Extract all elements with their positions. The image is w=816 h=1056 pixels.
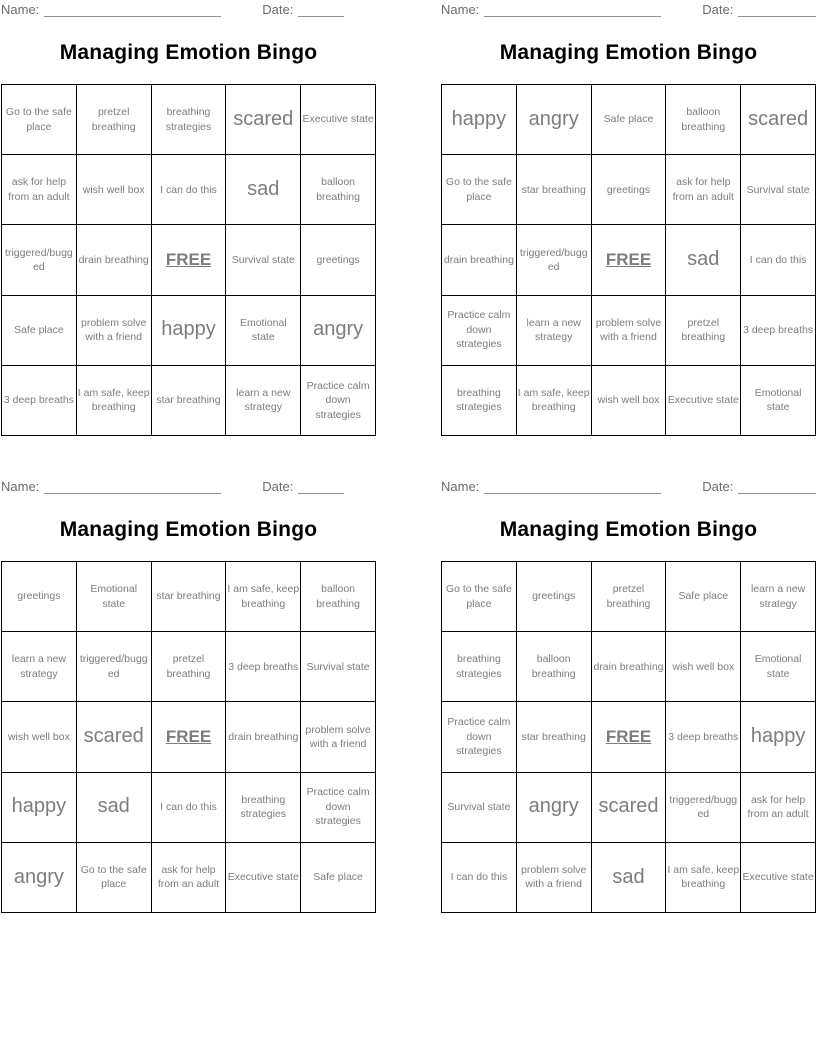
cell-text: greetings	[17, 590, 61, 603]
cell-text: pretzel breathing	[166, 653, 211, 680]
name-blank-line	[44, 482, 221, 494]
cell-text: drain breathing	[443, 253, 514, 266]
bingo-cell	[592, 155, 667, 225]
bingo-cell	[442, 632, 517, 702]
bingo-cell	[442, 85, 517, 155]
bingo-cell	[77, 702, 152, 772]
bingo-card-bottom-left	[1, 477, 376, 913]
cell-text: Survival state	[447, 800, 511, 813]
bingo-cell	[152, 843, 227, 913]
date-label: Date:	[702, 479, 734, 494]
cell-text: drain breathing	[593, 660, 664, 673]
cell-text: ask for help from an adult	[8, 176, 70, 203]
cell-text: wish well box	[597, 394, 660, 407]
cell-text: greetings	[316, 253, 360, 266]
cell-text: angry	[528, 107, 579, 130]
cell-text: Executive state	[667, 394, 739, 407]
bingo-cell	[442, 562, 517, 632]
date-label: Date:	[262, 2, 294, 17]
cell-text: FREE	[605, 250, 652, 270]
cell-text: problem solve with a friend	[521, 863, 587, 891]
bingo-cell	[442, 296, 517, 366]
cell-text: drain breathing	[228, 730, 299, 743]
cell-text: triggered/bugged	[79, 653, 148, 680]
bingo-cell	[517, 562, 592, 632]
bingo-cell	[2, 85, 77, 155]
bingo-cell	[592, 85, 667, 155]
bingo-cell	[666, 773, 741, 843]
bingo-cell	[666, 632, 741, 702]
cell-text: Go to the safe place	[445, 176, 512, 203]
free-space-cell	[592, 702, 667, 772]
cell-text: Survival state	[306, 660, 370, 673]
bingo-cell	[152, 155, 227, 225]
bingo-cell	[741, 296, 816, 366]
cell-text: ask for help from an adult	[672, 176, 734, 203]
bingo-card-bottom-right	[441, 477, 816, 913]
cell-text: star breathing	[521, 730, 586, 743]
bingo-cell	[517, 85, 592, 155]
card-title: Managing Emotion Bingo	[59, 518, 318, 541]
bingo-cell	[517, 225, 592, 295]
cell-text: learn a new strategy	[236, 386, 291, 414]
bingo-cell	[301, 702, 376, 772]
bingo-cell	[517, 155, 592, 225]
bingo-cell	[301, 632, 376, 702]
cell-text: 3 deep breaths	[743, 323, 814, 336]
cell-text: angry	[313, 318, 364, 341]
cell-text: sad	[612, 865, 645, 888]
bingo-card-top-right	[441, 0, 816, 436]
cell-text: wish well box	[7, 730, 70, 743]
cell-text: Go to the safe place	[5, 106, 72, 133]
cell-text: I am safe, keep breathing	[517, 386, 590, 414]
bingo-cell	[741, 85, 816, 155]
cell-text: Practice calm down strategies	[447, 716, 511, 758]
name-label: Name:	[441, 479, 480, 494]
cell-text: Practice calm down strategies	[306, 786, 370, 828]
bingo-cell	[301, 296, 376, 366]
bingo-cell	[592, 296, 667, 366]
bingo-cell	[666, 366, 741, 436]
bingo-cell	[741, 843, 816, 913]
cell-text: scared	[233, 107, 294, 130]
cell-text: Safe place	[14, 323, 64, 336]
bingo-cell	[592, 562, 667, 632]
cell-text: FREE	[165, 250, 212, 270]
bingo-cell	[301, 562, 376, 632]
bingo-cell	[2, 155, 77, 225]
cell-text: breathing strategies	[456, 386, 502, 414]
bingo-cell	[592, 773, 667, 843]
cell-text: triggered/bugged	[669, 793, 738, 821]
date-blank-line	[738, 482, 816, 494]
bingo-cell	[666, 85, 741, 155]
cell-text: Executive state	[227, 871, 299, 884]
cell-text: sad	[687, 248, 720, 271]
free-space-cell	[152, 225, 227, 295]
name-blank-line	[484, 482, 661, 494]
bingo-grid-top-left	[1, 84, 376, 436]
cell-text: happy	[750, 725, 806, 748]
bingo-cell	[226, 843, 301, 913]
cell-text: wish well box	[672, 660, 735, 673]
name-label: Name:	[441, 2, 480, 17]
name-label: Name:	[1, 479, 40, 494]
bingo-grid-bottom-right	[441, 561, 816, 913]
bingo-cell	[77, 225, 152, 295]
bingo-cell	[152, 632, 227, 702]
bingo-cell	[152, 85, 227, 155]
bingo-cell	[2, 225, 77, 295]
bingo-cell	[301, 85, 376, 155]
cell-text: Emotional state	[90, 583, 138, 610]
cell-text: balloon breathing	[681, 106, 726, 133]
bingo-grid-bottom-left	[1, 561, 376, 913]
cell-text: I am safe, keep breathing	[667, 863, 740, 891]
name-date-row	[441, 479, 816, 494]
bingo-cell	[442, 843, 517, 913]
cell-text: breathing strategies	[165, 106, 212, 133]
cell-text: star breathing	[521, 183, 586, 196]
cell-text: ask for help from an adult	[747, 793, 809, 821]
cell-text: Emotional state	[239, 316, 287, 344]
bingo-cell	[301, 155, 376, 225]
bingo-cell	[2, 296, 77, 366]
bingo-grid-top-right	[441, 84, 816, 436]
date-label: Date:	[262, 479, 294, 494]
bingo-cell	[77, 296, 152, 366]
bingo-cell	[2, 632, 77, 702]
cell-text: I can do this	[160, 800, 217, 813]
bingo-cell	[226, 225, 301, 295]
bingo-cell	[152, 773, 227, 843]
bingo-cell	[442, 773, 517, 843]
name-date-row	[1, 2, 344, 17]
cell-text: problem solve with a friend	[305, 723, 371, 750]
name-blank-line	[44, 5, 221, 17]
bingo-cell	[666, 702, 741, 772]
bingo-cell	[741, 632, 816, 702]
cell-text: pretzel breathing	[91, 106, 136, 133]
cell-text: I am safe, keep breathing	[227, 583, 300, 610]
cell-text: wish well box	[82, 183, 145, 196]
cell-text: problem solve with a friend	[81, 316, 147, 344]
bingo-cell	[741, 225, 816, 295]
cell-text: Practice calm down strategies	[447, 309, 511, 351]
cell-text: I can do this	[450, 871, 508, 884]
cell-text: problem solve with a friend	[595, 316, 662, 344]
bingo-card-top-left	[1, 0, 376, 436]
cell-text: learn a new strategy	[526, 316, 581, 344]
cell-text: sad	[247, 177, 280, 200]
date-blank-line	[738, 5, 816, 17]
bingo-cell	[152, 296, 227, 366]
cell-text: drain breathing	[78, 253, 149, 266]
cell-text: I can do this	[160, 183, 217, 196]
cell-text: happy	[11, 795, 67, 818]
cell-text: Go to the safe place	[445, 583, 512, 610]
bingo-cell	[666, 155, 741, 225]
cell-text: Practice calm down strategies	[306, 379, 370, 421]
cell-text: learn a new strategy	[750, 583, 806, 610]
bingo-cell	[226, 562, 301, 632]
cell-text: balloon breathing	[316, 583, 360, 610]
bingo-cell	[2, 773, 77, 843]
bingo-cell	[666, 225, 741, 295]
cell-text: triggered/bugged	[5, 246, 73, 273]
date-blank-line	[298, 482, 344, 494]
cell-text: FREE	[605, 727, 652, 747]
cell-text: triggered/bugged	[519, 246, 588, 273]
bingo-cell	[517, 773, 592, 843]
bingo-cell	[442, 225, 517, 295]
cell-text: Executive state	[302, 113, 374, 126]
cell-text: Survival state	[746, 183, 810, 196]
bingo-cell	[2, 843, 77, 913]
bingo-cell	[226, 296, 301, 366]
cell-text: greetings	[606, 183, 651, 196]
bingo-cell	[741, 155, 816, 225]
cell-text: I am safe, keep breathing	[77, 386, 150, 414]
name-date-row	[1, 479, 344, 494]
cell-text: pretzel breathing	[606, 583, 651, 610]
bingo-cell	[592, 843, 667, 913]
bingo-cell	[442, 366, 517, 436]
cell-text: 3 deep breaths	[668, 730, 739, 743]
bingo-cell	[226, 702, 301, 772]
cell-text: breathing strategies	[240, 793, 287, 821]
cell-text: greetings	[532, 590, 576, 603]
name-blank-line	[484, 5, 661, 17]
cell-text: angry	[13, 865, 64, 888]
bingo-cell	[666, 562, 741, 632]
bingo-cell	[77, 85, 152, 155]
cell-text: star breathing	[156, 394, 221, 407]
cell-text: Executive state	[742, 871, 814, 884]
bingo-cell	[442, 155, 517, 225]
cell-text: star breathing	[156, 590, 221, 603]
bingo-cell	[517, 366, 592, 436]
bingo-cell	[741, 773, 816, 843]
date-blank-line	[298, 5, 344, 17]
bingo-cell	[226, 366, 301, 436]
free-space-cell	[152, 702, 227, 772]
name-label: Name:	[1, 2, 40, 17]
cell-text: scared	[83, 725, 144, 748]
cell-text: Emotional state	[754, 653, 802, 680]
cell-text: ask for help from an adult	[157, 863, 220, 891]
bingo-cell	[2, 366, 77, 436]
cell-text: learn a new strategy	[11, 653, 67, 680]
cell-text: angry	[528, 795, 579, 818]
bingo-cell	[77, 562, 152, 632]
bingo-cell	[741, 562, 816, 632]
bingo-cell	[741, 702, 816, 772]
bingo-cell	[301, 773, 376, 843]
bingo-cell	[517, 632, 592, 702]
cell-text: Survival state	[231, 253, 295, 266]
bingo-cell	[741, 366, 816, 436]
bingo-cell	[301, 366, 376, 436]
cell-text: balloon breathing	[316, 176, 360, 203]
cell-text: happy	[451, 107, 507, 130]
bingo-cell	[592, 366, 667, 436]
cell-text: FREE	[165, 727, 212, 747]
bingo-cell	[301, 225, 376, 295]
bingo-cell	[152, 562, 227, 632]
cell-text: pretzel breathing	[681, 316, 726, 344]
bingo-cell	[592, 632, 667, 702]
bingo-cell	[2, 702, 77, 772]
cell-text: balloon breathing	[531, 653, 576, 680]
free-space-cell	[592, 225, 667, 295]
bingo-cell	[301, 843, 376, 913]
cell-text: Safe place	[678, 590, 729, 603]
date-label: Date:	[702, 2, 734, 17]
cell-text: 3 deep breaths	[228, 660, 299, 673]
bingo-cell	[77, 843, 152, 913]
card-title: Managing Emotion Bingo	[59, 41, 318, 64]
bingo-cell	[517, 296, 592, 366]
card-title: Managing Emotion Bingo	[499, 518, 758, 541]
cell-text: I can do this	[749, 253, 807, 266]
cell-text: scared	[598, 795, 659, 818]
bingo-cell	[77, 155, 152, 225]
bingo-cell	[517, 702, 592, 772]
cell-text: breathing strategies	[456, 653, 502, 680]
bingo-cell	[226, 155, 301, 225]
cell-text: 3 deep breaths	[3, 394, 74, 407]
cell-text: sad	[97, 795, 130, 818]
cell-text: Go to the safe place	[80, 863, 147, 891]
cell-text: Emotional state	[754, 386, 802, 414]
bingo-cell	[666, 843, 741, 913]
card-title: Managing Emotion Bingo	[499, 41, 758, 64]
cell-text: scared	[748, 107, 809, 130]
cell-text: Safe place	[313, 871, 363, 884]
bingo-cell	[152, 366, 227, 436]
cell-text: Safe place	[603, 113, 654, 126]
bingo-cell	[77, 773, 152, 843]
bingo-cell	[2, 562, 77, 632]
bingo-cell	[226, 632, 301, 702]
bingo-cell	[77, 632, 152, 702]
bingo-cell	[77, 366, 152, 436]
bingo-cell	[517, 843, 592, 913]
bingo-cell	[666, 296, 741, 366]
bingo-cell	[226, 85, 301, 155]
bingo-cell	[226, 773, 301, 843]
bingo-cell	[442, 702, 517, 772]
cell-text: happy	[161, 318, 216, 341]
name-date-row	[441, 2, 816, 17]
